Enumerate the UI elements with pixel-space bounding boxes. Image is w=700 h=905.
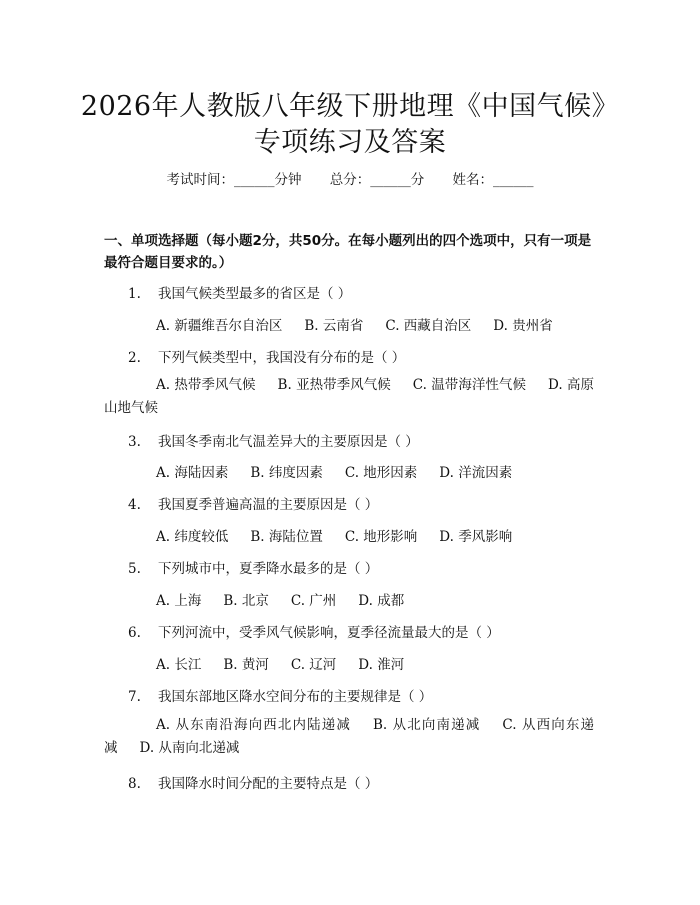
student-name: 姓名：______: [452, 172, 534, 188]
option-a: A. 热带季风气候: [156, 377, 256, 393]
question-number: 6.: [128, 625, 141, 641]
option-b: B. 北京: [223, 593, 269, 609]
question-number: 5.: [128, 561, 141, 577]
option-c: C. 温带海洋性气候: [412, 377, 526, 393]
option-d: D. 贵州省: [493, 318, 553, 334]
question-3: [128, 430, 419, 450]
exam-info: [0, 168, 700, 188]
option-d: D. 洋流因素: [439, 465, 513, 481]
question-4: [128, 493, 378, 513]
question-number: 8.: [128, 776, 141, 792]
question-5-options: [156, 589, 426, 609]
question-2: [128, 346, 405, 366]
question-number: 4.: [128, 497, 141, 513]
question-1: [128, 282, 351, 302]
question-number: 2.: [128, 350, 141, 366]
option-c: C. 西藏自治区: [385, 318, 472, 334]
question-4-options: [156, 525, 534, 545]
option-c: C. 地形影响: [344, 529, 418, 545]
option-d: D. 成都: [358, 593, 405, 609]
question-text: 我国冬季南北气温差异大的主要原因是（ ）: [158, 434, 419, 450]
question-2-options: [104, 374, 594, 420]
question-6: [128, 621, 500, 641]
question-7: [128, 685, 432, 705]
option-c: C. 从西向东递减: [104, 717, 594, 756]
question-number: 1.: [128, 286, 141, 302]
question-text: 下列河流中，受季风气候影响，夏季径流量最大的是（ ）: [158, 625, 500, 641]
option-c: C. 广州: [290, 593, 337, 609]
question-7-options: [104, 714, 594, 760]
option-b: B. 从北向南递减: [373, 717, 481, 733]
question-text: 下列气候类型中，我国没有分布的是（ ）: [158, 350, 406, 366]
question-1-options: [156, 314, 575, 334]
question-text: 我国气候类型最多的省区是（ ）: [158, 286, 352, 302]
question-number: 3.: [128, 434, 141, 450]
option-d: D. 从南向北递减: [139, 740, 240, 756]
title-line-2: 专项练习及答案: [253, 127, 447, 158]
question-text: 我国夏季普遍高温的主要原因是（ ）: [158, 497, 379, 513]
option-c: C. 辽河: [290, 657, 337, 673]
option-d: D. 季风影响: [439, 529, 513, 545]
question-text: 下列城市中，夏季降水最多的是（ ）: [158, 561, 379, 577]
question-3-options: [156, 461, 534, 481]
option-b: B. 纬度因素: [250, 465, 323, 481]
question-text: 我国东部地区降水空间分布的主要规律是（ ）: [158, 689, 433, 705]
total-score: 总分：______分: [329, 172, 425, 188]
question-6-options: [156, 653, 426, 673]
option-a: A. 新疆维吾尔自治区: [156, 318, 283, 334]
option-a: A. 纬度较低: [156, 529, 229, 545]
option-d: D. 高原山地气候: [104, 377, 594, 416]
question-number: 7.: [128, 689, 141, 705]
option-b: B. 亚热带季风气候: [277, 377, 391, 393]
section-heading: 一、单项选择题（每小题2分，共50分。在每小题列出的四个选项中，只有一项是最符合题目要求的。）: [104, 233, 592, 271]
exam-time: 考试时间：______分钟: [166, 172, 302, 188]
question-text: 我国降水时间分配的主要特点是（ ）: [158, 776, 379, 792]
title-line-1: 2026年人教版八年级下册地理《中国气候》: [80, 91, 620, 122]
option-b: B. 云南省: [304, 318, 364, 334]
question-8: [128, 772, 378, 792]
option-c: C. 地形因素: [344, 465, 418, 481]
option-a: A. 上海: [156, 593, 202, 609]
option-a: A. 长江: [156, 657, 202, 673]
option-a: A. 从东南沿海向西北内陆递减: [156, 717, 351, 733]
option-d: D. 淮河: [358, 657, 405, 673]
option-a: A. 海陆因素: [156, 465, 229, 481]
option-b: B. 海陆位置: [250, 529, 323, 545]
option-b: B. 黄河: [223, 657, 269, 673]
question-5: [128, 557, 378, 577]
